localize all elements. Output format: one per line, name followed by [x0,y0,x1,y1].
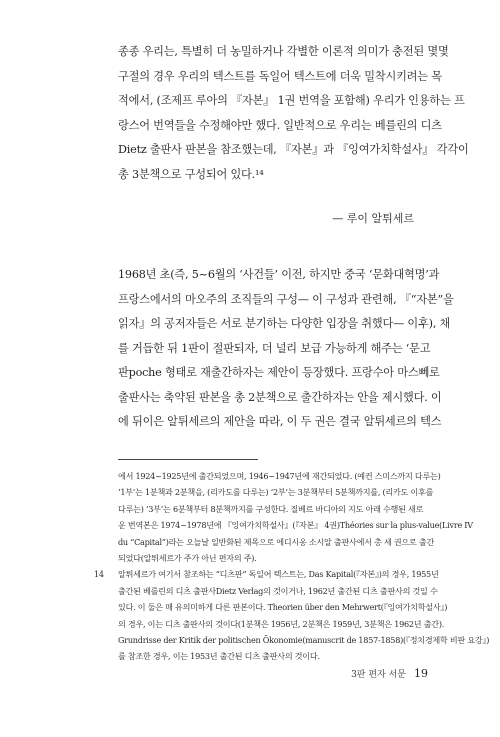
text-line: 출판사는 축약된 판본을 총 2분책으로 출간하자는 안을 제시했다. 이 [118,390,442,404]
footnote-14 [94,566,490,664]
text-line: 총 3분책으로 구성되어 있다.¹⁴ [118,167,264,181]
text-line: 판poche 형태로 재출간하자는 제안이 등장했다. 프랑수아 마스뻬로 [118,366,440,379]
footnote-line: 에서 1924~1925년에 출간되었으며, 1946~1947년에 재간되었다. (예컨 스미스까지 다루는) [118,471,441,481]
author-signature: — 루이 알튀세르 [332,212,414,225]
footnote-line: 되었다(알튀세르가 주가 아닌 편자의 주). [118,552,257,563]
text-line: 적에서, (조제프 루아의 『자본』 1권 번역을 포함해) 우리가 인용하는 프 [118,94,465,107]
footnote-line: 다루는) ‘3부’는 6분책부터 8분책까지를 구성한다. 질베르 바디아의 지도 아래 수행된 새로 [118,503,424,514]
footnote-continuation [118,468,473,566]
footnote-divider [118,459,258,460]
text-line: 읽자』의 공저자들은 서로 분기하는 다양한 입장을 취했다— 이후), 채 [118,317,451,330]
text-line: 에 뒤이은 알튀세르의 제안을 따라, 이 두 권은 결국 알튀세르의 텍스 [118,415,442,428]
footnote-line: Grundrisse der Kritik der politischen Ökonomie(manuscrit de 1857-1858)(『정치경제학 비판 요강』) [118,634,490,645]
text-line: 프랑스에서의 마오주의 조직들의 구성— 이 구성과 관련해, 『“자본”을 [118,292,454,306]
footnotes [94,468,490,665]
text-line: Dietz 출판사 판본을 참조했는데, 『자본』과 『잉여가치학설사』 각각이 [118,143,469,156]
footnote-line: ‘1부’는 1분책과 2분책을, (리카도를 다루는) ‘2부’는 3분책부터 5분책까지를, (리카도 이후를 [118,487,434,498]
footnote-line: 있다. 이 둘은 매 유의미하게 다른 판본이다. Theorien über den Mehrwert(『잉여가치학설사』) [118,602,448,613]
text-line: 구절의 경우 우리의 텍스트를 독일어 텍스트에 더욱 밀착시키려는 목 [118,69,442,83]
text-line: 를 거듭한 뒤 1판이 절판되자, 더 널리 보급 가능하게 해주는 ‘문고 [118,341,431,355]
text-line: 1968년 초(즉, 5~6월의 ‘사건들’ 이전, 하지만 중국 ‘문화대혁명’과 [118,268,440,281]
footnote-line: du “Capital”)라는 오늘날 일반화된 제목으로 에디시옹 소시알 출판사에서 총 세 권으로 출간 [118,536,435,547]
paragraph-1 [118,40,469,187]
running-section-title: 3판 편자 서문 [351,670,406,680]
footnote-line: 출간된 베를린의 디츠 출판사Dietz Verlag의 것이거나, 1962년 출간된 디츠 출판사의 것일 수 [118,585,438,596]
footnote-line: 의 경우, 이는 디츠 출판사의 것이다(1분책은 1956년, 2분책은 1959년, 3분책은 1962년 출간). [118,618,445,629]
text-line: 랑스어 번역들을 수정해야만 했다. 일반적으로 우리는 베를린의 디츠 [118,118,442,132]
footnote-line: 를 참조한 경우, 이는 1953년 출간된 디츠 출판사의 것이다. [118,651,320,662]
text-line: 종종 우리는, 특별히 더 농밀하거나 각별한 이론적 의미가 충전된 몇몇 [118,45,449,58]
footnote-number: 14 [94,569,104,580]
footnote-line: 알튀세르가 여기서 참조하는 “디츠판” 독일어 텍스트는, Das Kapital(『자본』)의 경우, 1955년 [118,569,439,580]
footnote-line: 운 번역본은 1974~1978년에 『잉여가치학설사』(『자본』 4권)Théories sur la plus-value(Livre IV [118,520,473,531]
page-footer [351,667,428,680]
paragraph-2 [118,263,454,435]
page-number: 19 [414,667,428,680]
